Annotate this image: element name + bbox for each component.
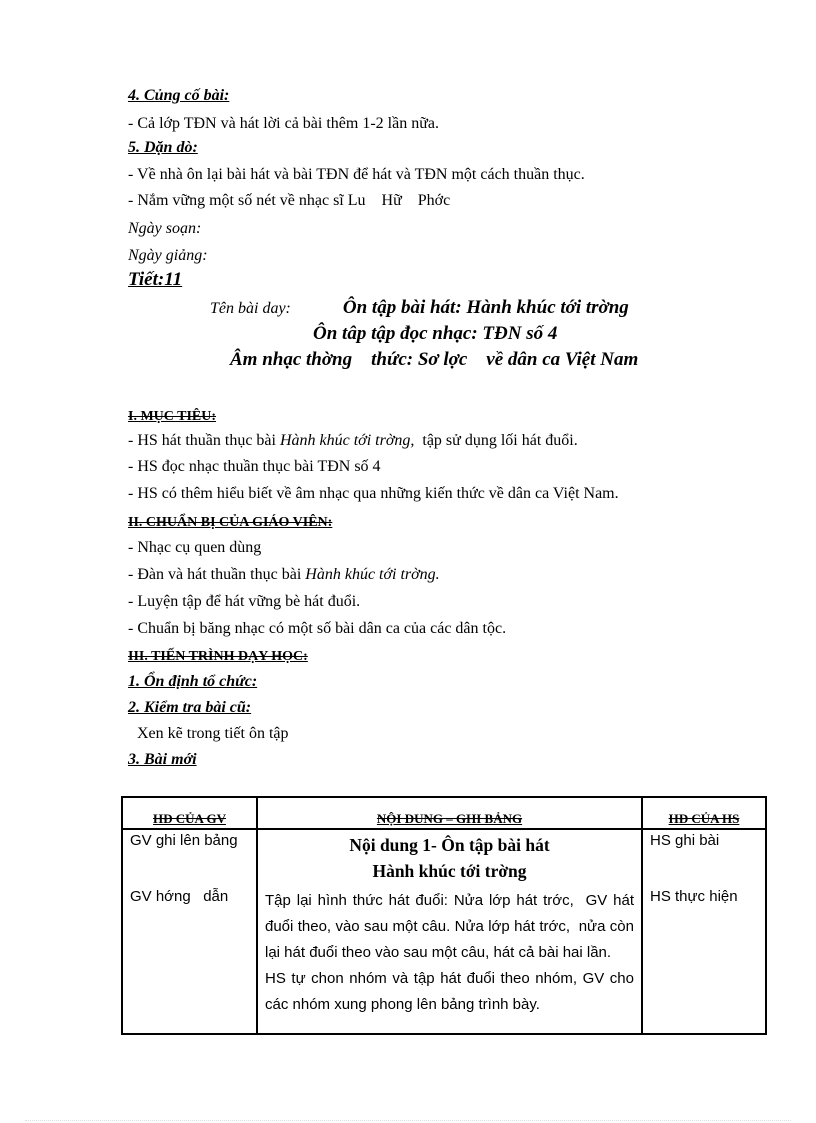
preparation-4: - Chuẩn bị băng nhạc có một số bài dân ca của các dân tộc. [128,620,507,637]
row2-paragraph-2: HS tự chon nhóm và tập hát đuổi theo nhóm, GV cho các nhóm xung phong lên bảng trình bày. [265,970,634,1013]
preparation-1: - Nhạc cụ quen dùng [128,539,262,556]
table-header-row [122,797,766,829]
row1-teacher: GV ghi lên bảng [122,829,257,886]
date-teach: Ngày giảng: [128,247,208,264]
header-content: NỘI DUNG – GHI BẢNG [257,797,642,829]
homework-heading: 5. Dặn dò: [128,139,198,156]
table-row [122,829,766,886]
row2-content [257,886,642,1034]
row2-student: HS thực hiện [642,886,766,1034]
content-title-line-1: Nội dung 1- Ôn tập bài hát [349,835,550,855]
objective-2: - HS đọc nhạc thuần thục bài TĐN số 4 [128,458,381,475]
consolidate-line: - Cả lớp TĐN và hát lời cả bài thêm 1-2 lần nữa. [128,115,439,132]
homework-line-1: - Về nhà ôn lại bài hát và bài TĐN để hát và TĐN một cách thuần thục. [128,166,585,183]
row2-paragraph-1: Tập lại hình thức hát đuổi: Nửa lớp hát trớc, GV hát đuổi theo, vào sau một câu. Nửa lớp hát trớc, nửa còn lại hát đuổi theo vào sau một câu, hát cả bài hai lần. [265,892,639,961]
preparation-2 [128,565,440,585]
row2-content-text [265,888,639,1031]
preparation-2-song: Hành khúc tới trờng. [305,566,440,583]
table-row [122,886,766,1034]
homework-line-2: - Nắm vững một số nét về nhạc sĩ Lu Hữ Phớc [128,192,451,209]
objective-1-pre: - HS hát thuần thục bài [128,432,280,449]
lesson-activity-table [121,796,767,1035]
content-title-line-2: Hành khúc tới trờng [372,861,527,881]
objective-1 [128,431,578,451]
process-step-2-note: Xen kẽ trong tiết ôn tập [137,725,289,742]
preparation-heading: II. CHUẨN BỊ CỦA GIÁO VIÊN: [128,515,333,530]
process-step-1: 1. Ổn định tổ chức: [128,673,258,690]
objectives-heading: I. MỤC TIÊU: [128,409,217,424]
objective-3: - HS có thêm hiểu biết về âm nhạc qua những kiến thức về dân ca Việt Nam. [128,485,619,502]
date-prep: Ngày soạn: [128,220,202,237]
lesson-title-line-2: Ôn tâp tập đọc nhạc: TĐN số 4 [313,323,558,344]
lesson-number: Tiết:11 [128,269,183,290]
row1-student: HS ghi bài [642,829,766,886]
page-bottom-divider [25,1120,791,1121]
objective-1-song: Hành khúc tới trờng, [279,432,415,449]
consolidate-heading: 4. Củng cố bài: [128,87,230,104]
preparation-3: - Luyện tập để hát vững bè hát đuổi. [128,593,361,610]
header-student-activity: HĐ CỦA HS [642,797,766,829]
process-heading: III. TIẾN TRÌNH DẠY HỌC: [128,649,308,664]
lesson-name-label: Tên bài day: [210,300,291,317]
lesson-title-line-1: Ôn tập bài hát: Hành khúc tới trờng [342,297,629,318]
preparation-2-pre: - Đàn và hát thuần thục bài [128,566,306,583]
lesson-title-row-1 [210,297,629,319]
objective-1-post: tập sử dụng lối hát đuổi. [414,432,578,449]
row2-teacher: GV hớng dẫn [122,886,257,1034]
header-teacher-activity: HĐ CỦA GV [122,797,257,829]
process-step-3: 3. Bài mới [128,751,197,768]
process-step-2: 2. Kiểm tra bài cũ: [128,699,252,716]
row1-content [257,829,642,886]
lesson-title-line-3: Âm nhạc thờng thức: Sơ lợc về dân ca Việt Nam [230,349,639,370]
